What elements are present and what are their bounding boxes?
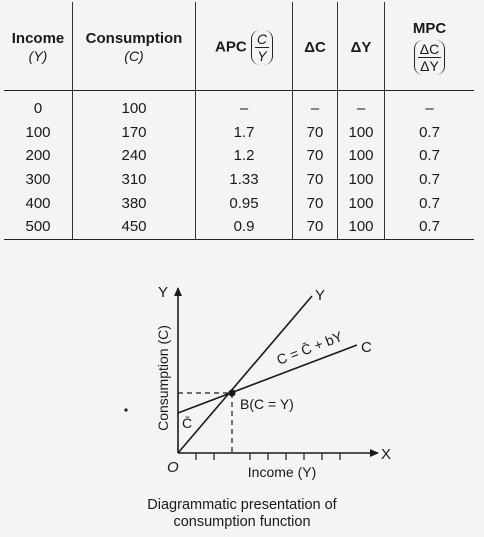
- point-b-marker: [228, 389, 235, 396]
- figure-caption-line-1: Diagrammatic presentation of: [147, 497, 337, 513]
- cell-mpc: 0.7: [419, 218, 440, 236]
- mpc-formula-numerator: ΔC: [419, 40, 440, 57]
- cell-income: 0: [4, 91, 73, 121]
- cell-consumption: 170: [73, 121, 196, 145]
- cell-delta-y: 100: [338, 121, 385, 145]
- apc-formula-denominator: Y: [257, 47, 267, 64]
- cell-delta-c: 70: [293, 121, 338, 145]
- x-axis-ticks: [196, 453, 340, 460]
- stray-dot: [124, 408, 127, 411]
- cell-apc: 1.33: [196, 168, 293, 192]
- cell-consumption: 380: [73, 191, 196, 215]
- cell-apc: 0.95: [196, 191, 293, 215]
- point-b-label: B(C = Y): [240, 396, 294, 412]
- forty-five-line-label: Y: [315, 287, 326, 304]
- cell-delta-c: –: [293, 91, 338, 121]
- cell-consumption: 240: [73, 144, 196, 168]
- header-consumption-sub: (C): [124, 48, 144, 64]
- cell-mpc: 0.7: [419, 194, 440, 212]
- header-income-label: Income: [11, 30, 65, 47]
- y-axis-title: Consumption (C): [155, 325, 171, 431]
- cell-delta-y: –: [338, 91, 385, 121]
- y-axis-label: Y: [158, 284, 169, 301]
- header-consumption-label: Consumption: [85, 30, 183, 47]
- x-axis-label: X: [381, 446, 392, 463]
- header-apc-label: APC: [215, 37, 247, 55]
- cell-income: 200: [4, 144, 73, 168]
- consumption-line-label: C: [361, 339, 372, 356]
- cell-apc: 1.7: [196, 121, 293, 145]
- header-delta-c-label: ΔC: [304, 38, 326, 56]
- origin-label: O: [167, 459, 179, 476]
- intercept-label: C̄: [182, 415, 193, 431]
- cell-delta-y: 100: [338, 144, 385, 168]
- cell-income: 300: [4, 168, 73, 192]
- cell-income: 500: [4, 215, 73, 239]
- cell-apc: –: [196, 91, 293, 121]
- consumption-equation: C = C̄ + bY: [274, 328, 345, 368]
- cell-consumption: 450: [73, 215, 196, 239]
- cell-delta-y: 100: [338, 168, 385, 192]
- cell-consumption: 100: [73, 91, 196, 121]
- figure-caption-line-2: consumption function: [173, 514, 311, 530]
- header-income-sub: (Y): [28, 48, 48, 64]
- cell-apc: 0.9: [196, 215, 293, 239]
- forty-five-degree-line: [178, 296, 312, 453]
- cell-mpc: –: [425, 100, 434, 118]
- header-delta-y-label: ΔY: [350, 38, 372, 56]
- cell-delta-c: 70: [293, 215, 338, 239]
- x-axis-title: Income (Y): [247, 464, 317, 480]
- cell-delta-y: 100: [338, 215, 385, 239]
- cell-mpc: 0.7: [419, 123, 440, 141]
- cell-income: 400: [4, 191, 73, 215]
- header-mpc-label: MPC: [412, 19, 447, 37]
- apc-formula-numerator: C: [256, 30, 267, 47]
- cell-delta-c: 70: [293, 168, 338, 192]
- cell-mpc: 0.7: [419, 171, 440, 189]
- mpc-formula-denominator: ΔY: [420, 57, 439, 74]
- cell-consumption: 310: [73, 168, 196, 192]
- cell-mpc: 0.7: [419, 147, 440, 165]
- cell-delta-c: 70: [293, 144, 338, 168]
- cell-delta-y: 100: [338, 191, 385, 215]
- cell-apc: 1.2: [196, 144, 293, 168]
- cell-delta-c: 70: [293, 191, 338, 215]
- cell-income: 100: [4, 121, 73, 145]
